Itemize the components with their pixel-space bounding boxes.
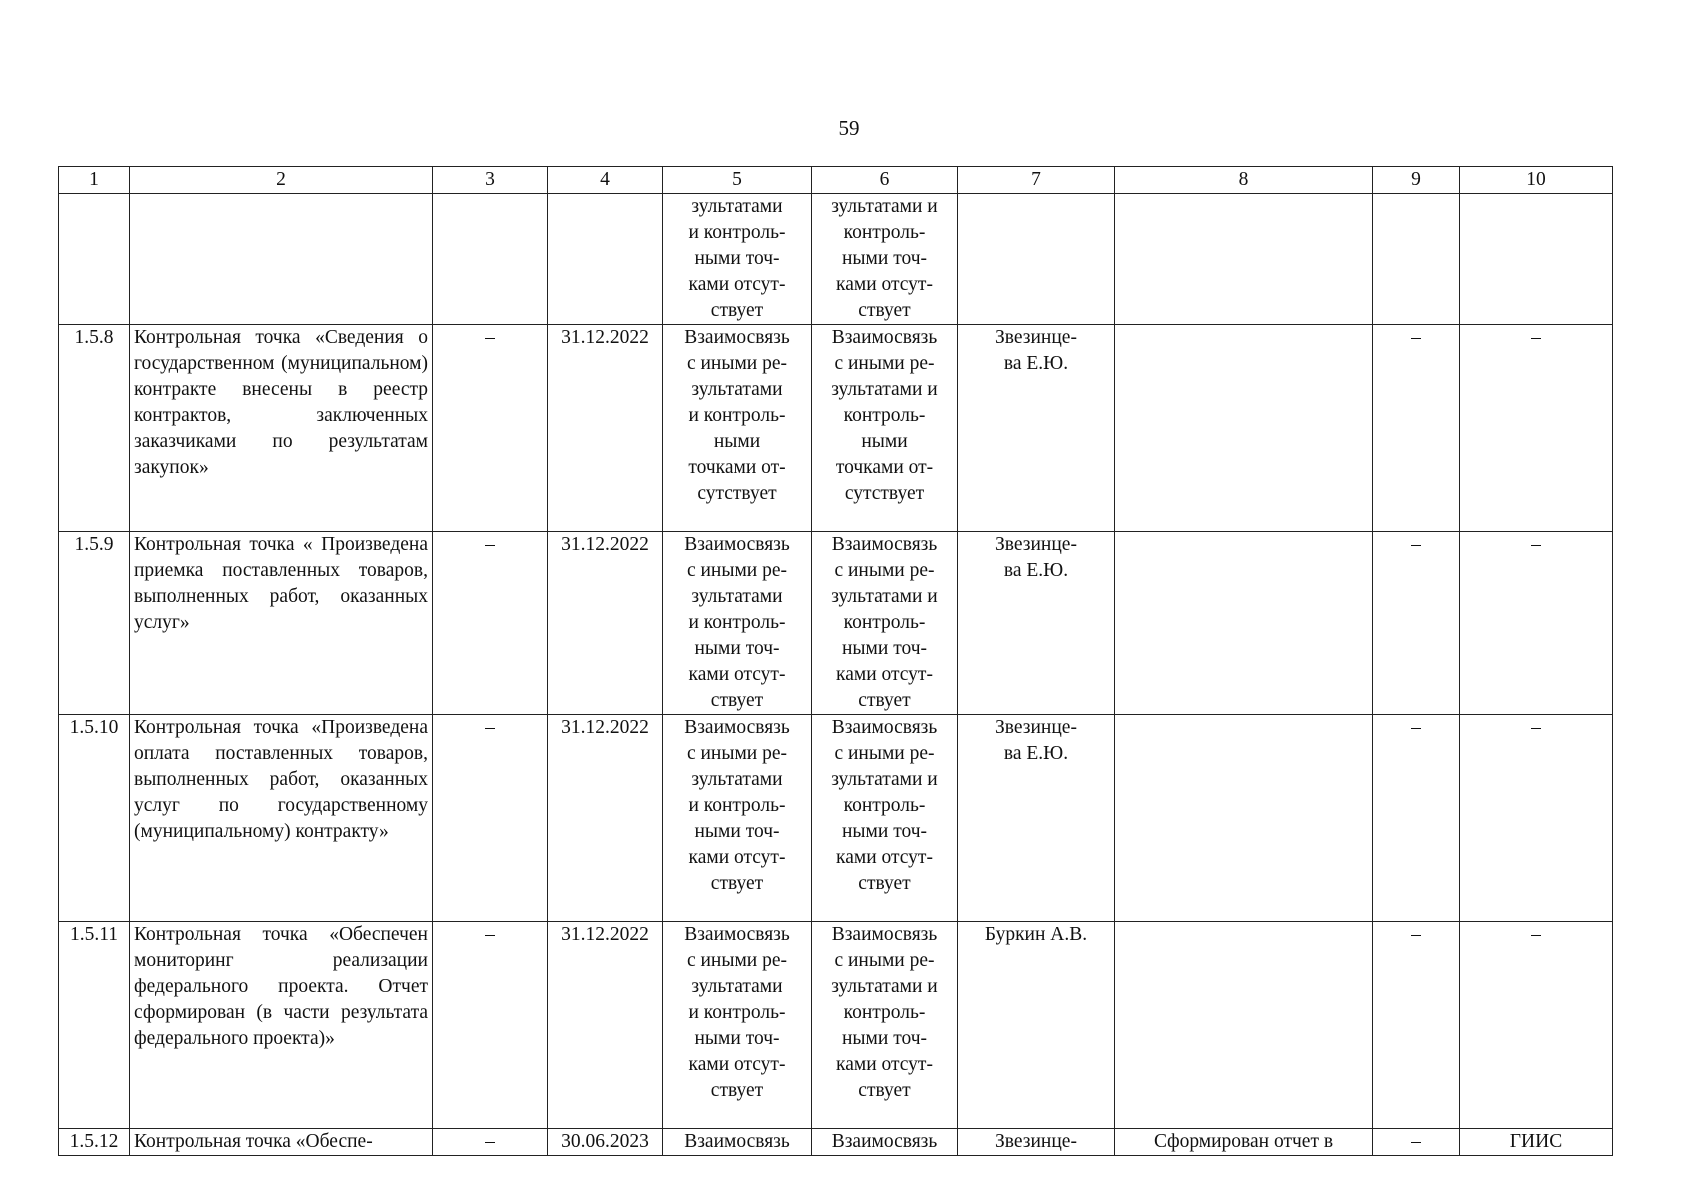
responsible-cell: Звезинце- ва Е.Ю. xyxy=(958,715,1115,922)
column-header: 6 xyxy=(812,167,958,194)
responsible-cell xyxy=(958,194,1115,325)
cell-col10: – xyxy=(1460,922,1613,1129)
date-cell: 31.12.2022 xyxy=(548,325,663,532)
relation-cell-col5: зультатами и контроль- ными точ- ками отсут- ствует xyxy=(663,194,812,325)
cell-col8 xyxy=(1115,532,1373,715)
row-number-cell: 1.5.8 xyxy=(59,325,130,532)
relation-cell-col6: Взаимосвязь xyxy=(812,1129,958,1156)
table-row xyxy=(59,325,1613,532)
cell-col10 xyxy=(1460,194,1613,325)
cell-col10: – xyxy=(1460,325,1613,532)
responsible-cell: Буркин А.В. xyxy=(958,922,1115,1129)
cell-col8 xyxy=(1115,325,1373,532)
cell-col3: – xyxy=(433,532,548,715)
cell-col9 xyxy=(1373,194,1460,325)
relation-cell-col6: Взаимосвязь с иными ре- зультатами и контроль- ными точ- ками отсут- ствует xyxy=(812,922,958,1129)
column-header: 8 xyxy=(1115,167,1373,194)
cell-col8 xyxy=(1115,715,1373,922)
row-number-cell: 1.5.9 xyxy=(59,532,130,715)
column-header: 7 xyxy=(958,167,1115,194)
cell-col9: – xyxy=(1373,532,1460,715)
relation-cell-col5: Взаимосвязь с иными ре- зультатами и контроль- ными точ- ками отсут- ствует xyxy=(663,922,812,1129)
cell-col9: – xyxy=(1373,1129,1460,1156)
table-row xyxy=(59,715,1613,922)
cell-col10: – xyxy=(1460,532,1613,715)
row-number-cell: 1.5.12 xyxy=(59,1129,130,1156)
control-point-name-cell: Контрольная точка « Произведена приемка поставленных товаров, выполненных работ, оказанных услуг» xyxy=(130,532,433,715)
table-row xyxy=(59,922,1613,1129)
cell-col3: – xyxy=(433,325,548,532)
control-point-name-cell: Контрольная точка «Обеспе- xyxy=(130,1129,433,1156)
relation-cell-col6: Взаимосвязь с иными ре- зультатами и контроль- ными точ- ками отсут- ствует xyxy=(812,715,958,922)
date-cell: 31.12.2022 xyxy=(548,532,663,715)
responsible-cell: Звезинце- ва Е.Ю. xyxy=(958,532,1115,715)
control-points-table xyxy=(58,166,1613,1156)
cell-col8: Сформирован отчет в xyxy=(1115,1129,1373,1156)
cell-col3: – xyxy=(433,715,548,922)
cell-col8 xyxy=(1115,922,1373,1129)
row-number-cell: 1.5.11 xyxy=(59,922,130,1129)
header-row xyxy=(59,167,1613,194)
column-header: 2 xyxy=(130,167,433,194)
control-point-name-cell: Контрольная точка «Произведена оплата поставленных товаров, выполненных работ, оказанных услуг по государственному (муниципальному) контракту» xyxy=(130,715,433,922)
cell-col10: – xyxy=(1460,715,1613,922)
column-header: 9 xyxy=(1373,167,1460,194)
cell-col9: – xyxy=(1373,325,1460,532)
cell-col3: – xyxy=(433,922,548,1129)
cell-col8 xyxy=(1115,194,1373,325)
control-point-name-cell: Контрольная точка «Сведения о государственном (муниципальном) контракте внесены в реестр контрактов, заключенных заказчиками по результатам закупок» xyxy=(130,325,433,532)
date-cell: 31.12.2022 xyxy=(548,715,663,922)
column-header: 10 xyxy=(1460,167,1613,194)
row-number-cell xyxy=(59,194,130,325)
date-cell xyxy=(548,194,663,325)
cell-col3: – xyxy=(433,1129,548,1156)
column-header: 4 xyxy=(548,167,663,194)
row-number-cell: 1.5.10 xyxy=(59,715,130,922)
cell-col9: – xyxy=(1373,922,1460,1129)
relation-cell-col5: Взаимосвязь с иными ре- зультатами и контроль- ными точ- ками отсут- ствует xyxy=(663,715,812,922)
cell-col3 xyxy=(433,194,548,325)
cell-col10: ГИИС xyxy=(1460,1129,1613,1156)
relation-cell-col5: Взаимосвязь с иными ре- зультатами и контроль- ными точками от- сутствует xyxy=(663,325,812,532)
relation-cell-col5: Взаимосвязь xyxy=(663,1129,812,1156)
relation-cell-col6: Взаимосвязь с иными ре- зультатами и контроль- ными точ- ками отсут- ствует xyxy=(812,532,958,715)
table-row xyxy=(59,532,1613,715)
relation-cell-col6: зультатами и контроль- ными точ- ками отсут- ствует xyxy=(812,194,958,325)
column-header: 3 xyxy=(433,167,548,194)
cell-col9: – xyxy=(1373,715,1460,922)
control-point-name-cell: Контрольная точка «Обеспечен мониторинг реализации федерального проекта. Отчет сформирован (в части результата федерального проекта)» xyxy=(130,922,433,1129)
table-row xyxy=(59,194,1613,325)
column-header: 1 xyxy=(59,167,130,194)
responsible-cell: Звезинце- xyxy=(958,1129,1115,1156)
control-point-name-cell xyxy=(130,194,433,325)
relation-cell-col5: Взаимосвязь с иными ре- зультатами и контроль- ными точ- ками отсут- ствует xyxy=(663,532,812,715)
date-cell: 30.06.2023 xyxy=(548,1129,663,1156)
relation-cell-col6: Взаимосвязь с иными ре- зультатами и контроль- ными точками от- сутствует xyxy=(812,325,958,532)
table-row xyxy=(59,1129,1613,1156)
date-cell: 31.12.2022 xyxy=(548,922,663,1129)
column-header: 5 xyxy=(663,167,812,194)
page-number: 59 xyxy=(838,116,860,140)
responsible-cell: Звезинце- ва Е.Ю. xyxy=(958,325,1115,532)
